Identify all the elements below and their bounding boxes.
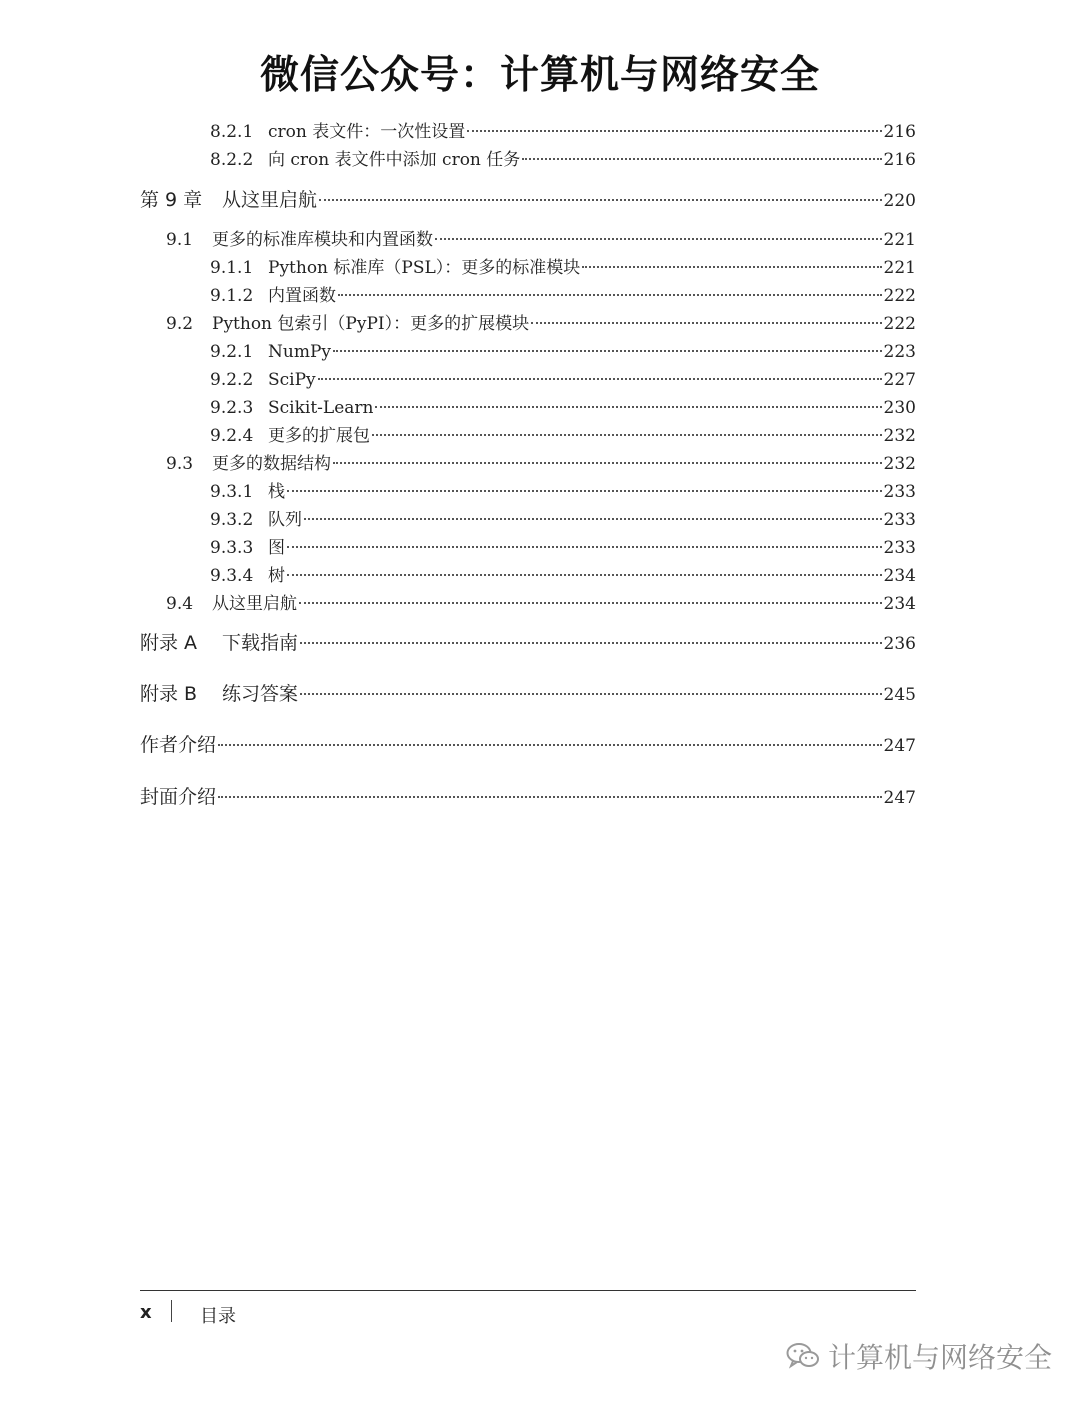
toc-entry-title: Scikit-Learn (268, 398, 374, 418)
toc-entry-title: 内置函数 (268, 286, 336, 306)
toc-entry-title: 图 (268, 538, 285, 558)
toc-entry-title: 从这里启航 (222, 189, 318, 211)
toc-entry-number: 第 9 章 (140, 189, 203, 211)
toc-entry-number: 9.3.3 (210, 538, 254, 558)
toc-entry-page: 222 (883, 286, 916, 306)
toc-entry-page: 227 (883, 370, 916, 390)
toc-entry-number: 9.1.2 (210, 286, 254, 306)
toc-entry-title: 更多的标准库模块和内置函数 (212, 230, 433, 250)
toc-entry-page: 221 (883, 258, 916, 278)
toc-entry-title: NumPy (268, 342, 331, 362)
toc-entry-page: 236 (883, 634, 916, 654)
toc-entry-page: 234 (883, 566, 916, 586)
dot-leader (522, 158, 881, 160)
dot-leader (299, 602, 882, 604)
toc-entry-page: 233 (883, 482, 916, 502)
toc-entry-title: 从这里启航 (212, 594, 297, 614)
dot-leader (287, 574, 882, 576)
toc-entry-9-3-1[interactable] (140, 481, 916, 503)
toc-about-author[interactable] (140, 734, 916, 757)
toc-entry-9-3[interactable] (140, 453, 916, 475)
dot-leader (582, 266, 881, 268)
toc-entry-page: 247 (883, 788, 916, 808)
dot-leader (531, 322, 881, 324)
toc-entry-number: 9.2.1 (210, 342, 254, 362)
dot-leader (304, 518, 882, 520)
wechat-icon (786, 1342, 820, 1370)
toc-entry-9-2-1[interactable] (140, 341, 916, 363)
watermark-text: 计算机与网络安全 (828, 1341, 1053, 1374)
toc-entry-page: 234 (883, 594, 916, 614)
footer-separator (171, 1300, 172, 1322)
toc-entry-9-1[interactable] (140, 229, 916, 251)
footer-section-label: 目录 (200, 1306, 236, 1327)
dot-leader (467, 130, 881, 132)
toc-about-cover[interactable] (140, 786, 916, 809)
toc-entry-number: 9.2 (166, 314, 194, 334)
dot-leader (300, 693, 882, 695)
toc-entry-page: 233 (883, 538, 916, 558)
dot-leader (435, 238, 882, 240)
toc-entry-title: 向 cron 表文件中添加 cron 任务 (268, 150, 521, 170)
dot-leader (333, 462, 882, 464)
toc-entry-number: 9.3.1 (210, 482, 254, 502)
dot-leader (372, 434, 882, 436)
dot-leader (319, 199, 882, 201)
toc-entry-9-2-3[interactable] (140, 397, 916, 419)
toc-entry-page: 216 (883, 150, 916, 170)
footer-page-number: x (140, 1302, 152, 1323)
toc-entry-page: 223 (883, 342, 916, 362)
toc-entry-page: 245 (883, 685, 916, 705)
toc-entry-9-2[interactable] (140, 313, 916, 335)
footer-divider (140, 1290, 916, 1291)
toc-entry-title: cron 表文件：一次性设置 (268, 122, 466, 142)
toc-entry-number: 9.2.4 (210, 426, 254, 446)
toc-entry-title: 封面介绍 (140, 786, 217, 808)
toc-entry-title: Python 包索引（PyPI）：更多的扩展模块 (212, 314, 530, 334)
page-banner: 微信公众号：计算机与网络安全 (259, 53, 820, 98)
dot-leader (338, 294, 882, 296)
toc-chapter-9[interactable] (140, 189, 916, 212)
dot-leader (287, 546, 882, 548)
toc-entry-9-3-2[interactable] (140, 509, 916, 531)
toc-entry-9-1-2[interactable] (140, 285, 916, 307)
toc-entry-number: 9.3.2 (210, 510, 254, 530)
toc-entry-title: 更多的数据结构 (212, 454, 331, 474)
dot-leader (287, 490, 882, 492)
toc-entry-number: 8.2.2 (210, 150, 254, 170)
toc-entry-page: 232 (883, 454, 916, 474)
toc-entry-title: 树 (268, 566, 285, 586)
toc-entry-title: 栈 (268, 482, 285, 502)
toc-entry-title: SciPy (268, 370, 316, 390)
toc-entry-9-2-4[interactable] (140, 425, 916, 447)
toc-entry-number: 9.4 (166, 594, 194, 614)
toc-entry-8-2-1[interactable] (140, 121, 916, 143)
toc-entry-title: Python 标准库（PSL）：更多的标准模块 (268, 258, 581, 278)
toc-entry-number: 9.2.2 (210, 370, 254, 390)
toc-entry-number: 8.2.1 (210, 122, 254, 142)
toc-entry-title: 作者介绍 (140, 734, 217, 756)
toc-entry-number: 9.3.4 (210, 566, 254, 586)
toc-entry-number: 9.1.1 (210, 258, 254, 278)
toc-entry-title: 队列 (268, 510, 302, 530)
toc-entry-page: 222 (883, 314, 916, 334)
watermark (786, 1336, 1052, 1376)
toc-entry-page: 233 (883, 510, 916, 530)
toc-entry-number: 9.2.3 (210, 398, 254, 418)
toc-entry-number: 9.3 (166, 454, 194, 474)
toc-entry-page: 221 (883, 230, 916, 250)
toc-entry-title: 下载指南 (222, 632, 299, 654)
toc-entry-page: 232 (883, 426, 916, 446)
toc-entry-9-3-4[interactable] (140, 565, 916, 587)
toc-entry-8-2-2[interactable] (140, 149, 916, 171)
dot-leader (218, 744, 882, 746)
toc-appendix-b[interactable] (140, 683, 916, 706)
toc-entry-title: 练习答案 (222, 683, 299, 705)
toc-entry-9-4[interactable] (140, 593, 916, 615)
toc-entry-number: 附录 A (140, 632, 198, 654)
toc-entry-number: 9.1 (166, 230, 194, 250)
toc-entry-page: 247 (883, 736, 916, 756)
dot-leader (218, 796, 882, 798)
toc-appendix-a[interactable] (140, 632, 916, 655)
toc-entry-9-2-2[interactable] (140, 369, 916, 391)
dot-leader (375, 406, 881, 408)
toc-entry-9-1-1[interactable] (140, 257, 916, 279)
toc-entry-page: 216 (883, 122, 916, 142)
dot-leader (318, 378, 882, 380)
dot-leader (300, 642, 882, 644)
toc-entry-page: 230 (883, 398, 916, 418)
toc-entry-title: 更多的扩展包 (268, 426, 370, 446)
dot-leader (333, 350, 882, 352)
toc-entry-number: 附录 B (140, 683, 198, 705)
toc-entry-page: 220 (883, 191, 916, 211)
toc-entry-9-3-3[interactable] (140, 537, 916, 559)
